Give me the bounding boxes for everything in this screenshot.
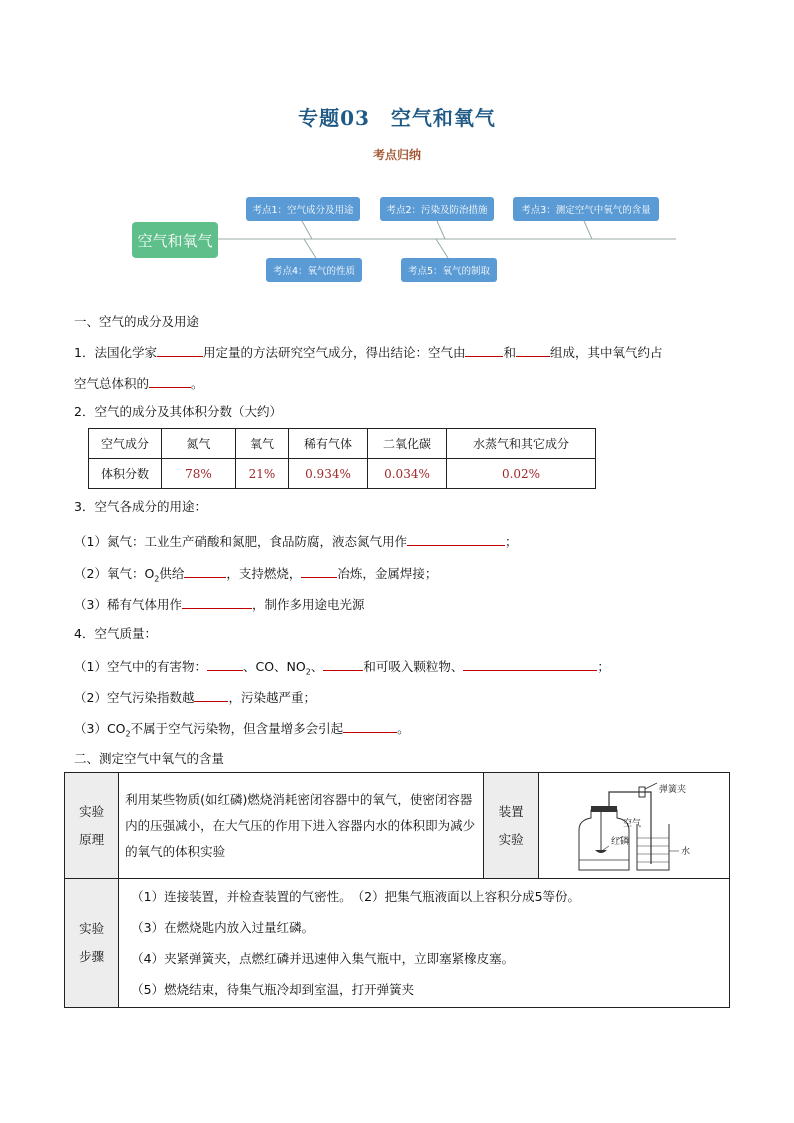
- table-cell: 氧气: [236, 429, 289, 459]
- mindmap-node-2: 考点2：污染及防治措施: [380, 197, 494, 221]
- blank: [157, 342, 203, 357]
- apparatus-svg: [539, 774, 729, 878]
- steps-label: 实验 步骤: [65, 879, 119, 1008]
- air-composition-table: [88, 428, 596, 489]
- question-3: 3．空气各成分的用途：: [74, 499, 207, 514]
- question-3-2: （2）氧气：$O_2$供给 ，支持燃烧， 冶炼，金属焊接；: [74, 563, 437, 589]
- blank: [516, 342, 550, 357]
- table-row: [65, 879, 730, 1008]
- principle-text: 利用某些物质(如红磷)燃烧消耗密闭容器中的氧气，使密闭容器内的压强减小，在大气压的作用下进入容器内水的体积即为减少的氧气的体积实验: [119, 773, 484, 879]
- mindmap-node-5: 考点5：氧气的制取: [401, 258, 497, 282]
- experiment-table: [64, 772, 730, 1008]
- step-item: （4）夹紧弹簧夹，点燃红磷并迅速伸入集气瓶中，立即塞紧橡皮塞。: [131, 951, 515, 966]
- steps-list: [119, 879, 730, 1008]
- blank: [463, 656, 597, 671]
- question-1-line-1: 1．法国化学家 用定量的方法研究空气成分，得出结论：空气由 和 组成，其中氧气约占: [74, 342, 663, 362]
- step-item: （5）燃烧结束，待集气瓶冷却到室温，打开弹簧夹: [131, 982, 415, 997]
- section-heading-2: 二、测定空气中氧气的含量: [74, 751, 225, 766]
- water-label: 水: [681, 846, 691, 857]
- blank: [182, 594, 252, 609]
- table-cell: 0.02%: [447, 459, 596, 489]
- table-cell: 体积分数: [89, 459, 162, 489]
- blank: [323, 656, 363, 671]
- question-4-2: （2）空气污染指数越 ，污染越严重；: [74, 687, 316, 707]
- mindmap-center: 空气和氧气: [132, 222, 218, 258]
- question-2: 2．空气的成分及其体积分数（大约）: [74, 404, 282, 419]
- blank: [207, 656, 243, 671]
- table-row: [65, 773, 730, 879]
- mindmap-node-1: 考点1：空气成分及用途: [246, 197, 360, 221]
- blank: [407, 531, 505, 546]
- blank: [184, 563, 226, 578]
- table-cell: 水蒸气和其它成分: [447, 429, 596, 459]
- stopper-icon: [591, 806, 617, 812]
- table-cell: 0.934%: [289, 459, 368, 489]
- table-cell: 78%: [162, 459, 236, 489]
- blank: [465, 342, 503, 357]
- mindmap-node-4: 考点4：氧气的性质: [266, 258, 362, 282]
- table-cell: 氮气: [162, 429, 236, 459]
- question-3-1: （1）氮气：工业生产硝酸和氮肥，食品防腐，液态氮气用作 ；: [74, 531, 517, 551]
- table-cell: 21%: [236, 459, 289, 489]
- spoon-icon: [595, 850, 607, 853]
- question-1-line-2: 空气总体积的 。: [74, 373, 204, 393]
- table-header-row: [89, 429, 596, 459]
- phosphorus-label: 红磷: [611, 836, 630, 847]
- page-title: 专题03 空气和氧气: [298, 106, 496, 130]
- principle-label: 实验 原理: [65, 773, 119, 879]
- blank: [301, 563, 337, 578]
- question-4-1: （1）空气中的有害物： 、CO、$NO_2$、 和可吸入颗粒物、 ；: [74, 656, 610, 682]
- step-item: （3）在燃烧匙内放入过量红磷。: [131, 920, 315, 935]
- mindmap-connectors: [0, 0, 794, 300]
- blank: [343, 718, 397, 733]
- step-item: （1）连接装置，并检查装置的气密性。 （2）把集气瓶液面以上容积分成5等份。: [131, 889, 581, 904]
- section-heading-1: 一、空气的成分及用途: [74, 314, 200, 329]
- blank: [194, 687, 228, 702]
- table-row: [89, 459, 596, 489]
- mindmap-node-3: 考点3：测定空气中氧气的含量: [513, 197, 659, 221]
- apparatus-diagram: [539, 773, 730, 879]
- device-label: 装置 实验: [484, 773, 539, 879]
- table-cell: 0.034%: [368, 459, 447, 489]
- clamp-label: 弹簧夹: [659, 784, 687, 795]
- question-3-3: （3）稀有气体用作 ，制作多用途电光源: [74, 594, 364, 614]
- question-4-3: $(3)CO_2$不属于空气污染物，但含量增多会引起 。: [74, 718, 410, 744]
- table-cell: 稀有气体: [289, 429, 368, 459]
- table-cell: 二氧化碳: [368, 429, 447, 459]
- air-label: 空气: [623, 818, 642, 829]
- table-cell: 空气成分: [89, 429, 162, 459]
- page-subtitle: 考点归纳: [372, 148, 421, 162]
- blank: [149, 373, 191, 388]
- question-4: 4．空气质量：: [74, 626, 157, 641]
